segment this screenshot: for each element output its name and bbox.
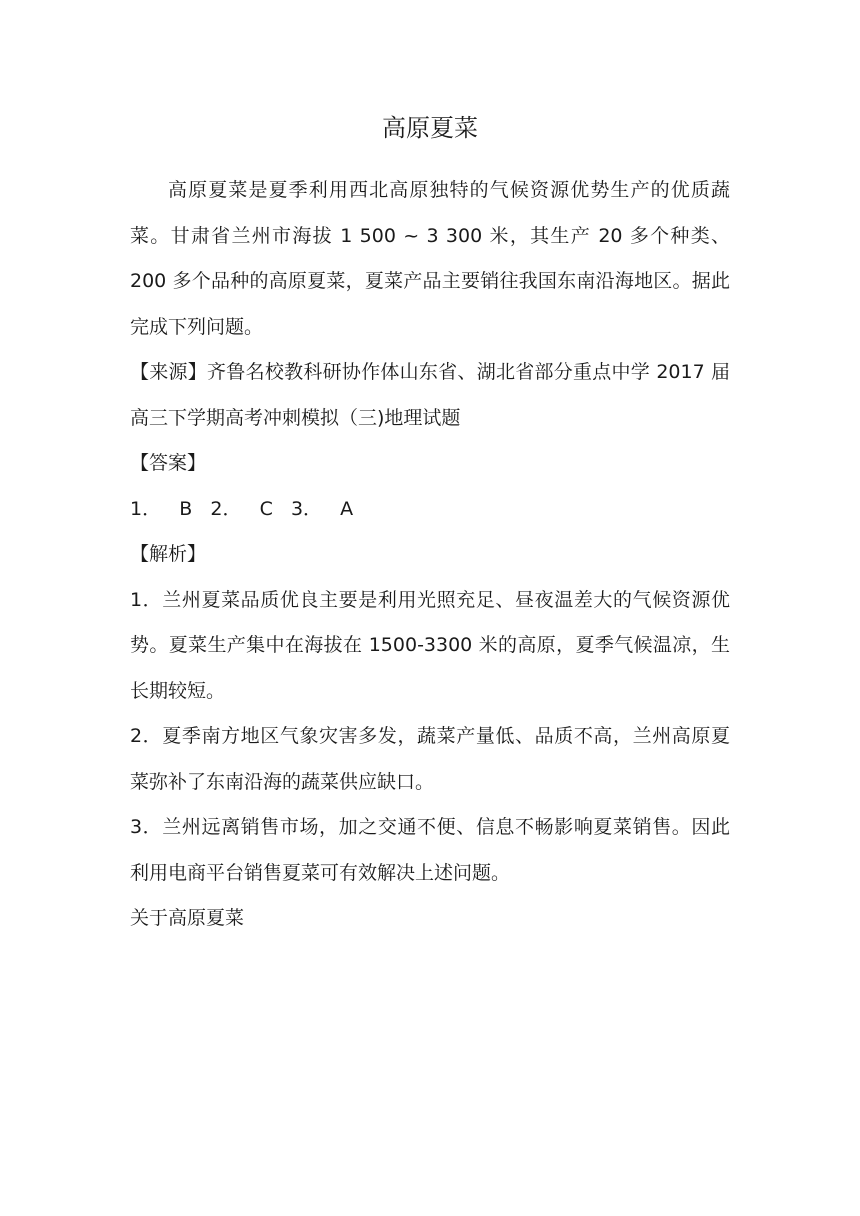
intro-paragraph: 高原夏菜是夏季利用西北高原独特的气候资源优势生产的优质蔬菜。甘肃省兰州市海拔 1 500 ~ 3 300 米，其生产 20 多个种类、200 多个品种的高原夏菜，夏菜产品主要销往我国东南沿海地区。据此完成下列问题。: [130, 179, 730, 338]
analysis-paragraph-1: 1．兰州夏菜品质优良主要是利用光照充足、昼夜温差大的气候资源优势。夏菜生产集中在海拔在 1500-3300 米的高原，夏季气候温凉，生长期较短。: [130, 588, 730, 702]
analysis-heading: 【解析】: [130, 543, 207, 565]
answer-heading: 【答案】: [130, 452, 207, 474]
analysis-paragraph-2: 2．夏季南方地区气象灾害多发，蔬菜产量低、品质不高，兰州高原夏菜弥补了东南沿海的蔬菜供应缺口。: [130, 725, 730, 793]
analysis-paragraph-3: 3．兰州远离销售市场，加之交通不便、信息不畅影响夏菜销售。因此利用电商平台销售夏菜可有效解决上述问题。: [130, 816, 730, 884]
answer-line: 1． B 2． C 3． A: [130, 497, 354, 520]
page-title: 高原夏菜: [382, 114, 478, 142]
document-body: [130, 168, 730, 942]
footer-text: 关于高原夏菜: [130, 907, 245, 929]
source-paragraph: 【来源】齐鲁名校教科研协作体山东省、湖北省部分重点中学 2017 届高三下学期高考冲刺模拟（三)地理试题: [130, 361, 730, 429]
